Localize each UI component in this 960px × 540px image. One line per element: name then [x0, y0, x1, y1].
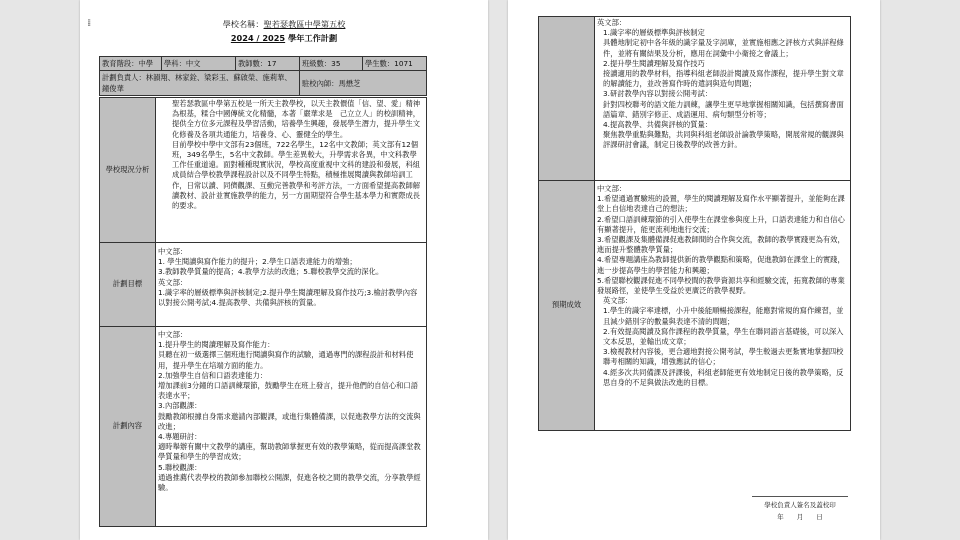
school-name: 聖若瑟教區中學第五校: [263, 19, 346, 29]
outcomes-text: [595, 181, 851, 431]
stage-cell: 教育階段：中學: [100, 57, 162, 71]
signature-block: [752, 496, 848, 523]
plan-table: [99, 97, 427, 527]
outcome-line: 1.學生的識字率達標，小升中後能順暢接課程，能應對常規的寫作練習，並且減少錯別字的數量與表達不清的問題；: [603, 306, 844, 326]
plan-title: 學年工作計劃: [288, 33, 338, 43]
outcome-line: 5.希望聯校觀課促進不同學校間的教學資源共享和經驗交流，拓寬教師的專業發展路徑，並使學生受益於更廣泛的教學視野。: [597, 275, 845, 296]
date-label: 年 月 日: [777, 513, 823, 521]
outcome-line: 2.有效提高閱讀及寫作課程的教學質量，學生在聯同語言基礎後，可以深入文本反思，並輸出成文章；: [603, 326, 844, 347]
content-line: 4.專題研討：: [158, 432, 202, 442]
outcome-line: 4.希望專題講座為教師提供新的教學觀點和策略，促進教師在課堂上的實踐，進一步提高學生的學習能力和興趣；: [597, 255, 845, 275]
content-cont-line: 3.研討教學內容以對接公開考試：: [603, 89, 713, 99]
leaders-cell: 計劃負責人：林韻翔、林家銓、梁彩玉、蘇啟榮、施莉華、鐘俊華: [100, 71, 300, 96]
situation-text: [156, 98, 427, 243]
subject-cell: 學科：中文: [162, 57, 236, 71]
students-cell: 學生數：1071: [363, 57, 427, 71]
plan-title-line: [80, 32, 488, 44]
goals-line: 英文部：: [158, 277, 188, 287]
content-cont-line: 英文部：: [597, 18, 627, 27]
outcome-line: 中文部：: [597, 184, 627, 193]
row-label-situation: 學校現況分析: [100, 98, 156, 243]
goals-text: [156, 243, 427, 327]
outcome-line: 1.希望通過實驗班的設置，學生的閱讀理解及寫作水平顯著提升，並能夠在課堂上自信地表達自己的想法；: [597, 194, 845, 214]
content-cont-line: 針對四校聯考的語文能力訓練，讓學生更早地掌握相關知識，包括撰寫書面語篇章、錯別字修正、成語運用、病句類型分析等；: [603, 99, 844, 119]
goals-line: 1. 學生閱讀與寫作能力的提升；2.學生口語表達能力的增強；: [158, 257, 357, 267]
situation-para-2: 目前學校中學中文部有23個班，722名學生，12名中文教師；英文部有12個班，349名學生，5名中文教師。學生差異較大，升學需求各異，中文科教學工作任重道遠。面對種種現實狀況，學校高度重視中文科的建設和發展，科組成員結合學校教學課程設計以及不同學生特點，積極推展閱讀與教師培訓工作，日常以讀、同儕觀課、互動完善教學和考評方法，一方面希望提高教師解讀教材、設計並實施教學的能力，另一方面期望符合學生基本學力和實際成長的要求。: [172, 139, 421, 211]
content-cont-line: 2.提升學生閱讀理解及寫作技巧: [603, 58, 705, 68]
goals-line: 中文部：: [158, 247, 188, 256]
goals-line: 3.教師教學質量的提高；4.教學方法的改進；5.聯校教學交流的深化。: [158, 267, 384, 277]
plan-table-continued: [538, 16, 851, 431]
outcome-line: 英文部：: [603, 296, 633, 306]
content-line: 1.提升學生的閱讀理解及寫作能力：: [158, 340, 275, 350]
situation-para-1: 聖若瑟教區中學第五校是一所天主教學校，以天主教價值「信、望、愛」精神為根基，糅合中國傳統文化精髓，本著「嚴華求是 己立立人」的校訓精神，提供全方位多元課程及學習活動，培養學生興趣，發展學生潛力，提升學生文化修養及各項共通能力，培養身、心、靈健全的學生。: [172, 99, 421, 139]
classes-cell: 班級數：35: [300, 57, 363, 71]
content-line: 中文部：: [158, 330, 188, 339]
content-line: 通過推薦代表學校的教師參加聯校公開課，促進各校之間的教學交流，分享教學經驗。: [158, 472, 421, 493]
advisor-cell: 駐校內師：馬懋芝: [300, 71, 427, 96]
outcome-line: 4.經多次共同備課及評課後，科組老師能更有效地制定日後的教學策略，反思自身的不足與做法改進的目標。: [603, 367, 844, 387]
content-line: 增加課前3分鐘的口語訓練環節，鼓勵學生在班上發言，提升他們的自信心和口語表達水平；: [158, 381, 419, 401]
content-line: 3.內部觀課：: [158, 401, 202, 411]
content-line: 貝聽在初一級選擇三個班進行閱讀與寫作的試驗，通過專門的課程設計和材料使用，提升學生在培端方面的能力。: [158, 350, 414, 370]
row-label-content: 計劃內容: [100, 327, 156, 527]
content-text: [156, 327, 427, 527]
content-line: 2.加強學生自信和口語表達能力：: [158, 370, 268, 380]
table-move-handle-icon[interactable]: ⁞⁞: [87, 18, 90, 29]
signature-label: 學校負責人簽名及蓋校印: [764, 501, 836, 509]
school-name-line: 學校名稱：聖若瑟教區中學第五校: [222, 19, 346, 29]
outcome-line: 3.希望觀課及集體備課促進教師間的合作與交流，教師的教學實踐更為有效，進而提升整體教學質量；: [597, 235, 845, 255]
content-cont-line: 1.識字率的層級標準與評核制定: [603, 28, 705, 38]
row-label-goals: 計劃目標: [100, 243, 156, 327]
row-label-outcomes: 預期成效: [539, 181, 595, 431]
info-table: [99, 56, 427, 96]
content-line: 5.聯校觀課：: [158, 462, 202, 472]
content-continued-text: [595, 17, 851, 181]
outcome-line: 2.希望口語訓練環節的引入使學生在課堂參與度上升，口語表達能力和自信心有顯著提升，能更流利地進行交流；: [597, 214, 845, 234]
teachers-cell: 教師數：17: [236, 57, 300, 71]
academic-year: 2024 / 2025: [230, 33, 286, 43]
content-cont-line: 具體地制定初中各年級的識字量及字詞庫，並實施相應之評核方式與詳程條件，並將有關結果及分析，應用在詞彙中小衛接之會議上；: [603, 38, 844, 58]
content-cont-line: 聚焦教學重點與難點，共同與科組老師設計論教學策略，開展常規的觀課與評課研討會議，制定日後教學的改善方針。: [603, 130, 844, 150]
content-cont-line: 接讀適用的教學材料，指導科組老師設計閱讀及寫作課程，提升學生對文章的解讀能力，並改善寫作時的遣詞與造句問題；: [603, 69, 844, 89]
continued-label-cell: [539, 17, 595, 181]
content-line: 鼓勵教師根據自身需求邀請內部觀課，或進行集體備課，以促進教學方法的交流與改進；: [158, 411, 421, 431]
content-line: 適時舉辦有關中文教學的講座，幫助教師掌握更有效的教學策略，從而提高課堂教學質量和學生的學習成效；: [158, 442, 421, 462]
goals-line: 1.識字率的層級標準與評核制定;2.提升學生閱讀理解及寫作技巧;3.檢討教學內容以對接公開考試;4.提高教學、共備與評核的質量。: [158, 287, 418, 308]
content-cont-line: 4.提高教學、共備與評核的質量：: [603, 120, 713, 130]
outcome-line: 3.檢視教材內容後，更合適地對接公開考試，學生較過去更紮實地掌握四校聯考相關的知識，增強應試的信心；: [603, 347, 844, 367]
